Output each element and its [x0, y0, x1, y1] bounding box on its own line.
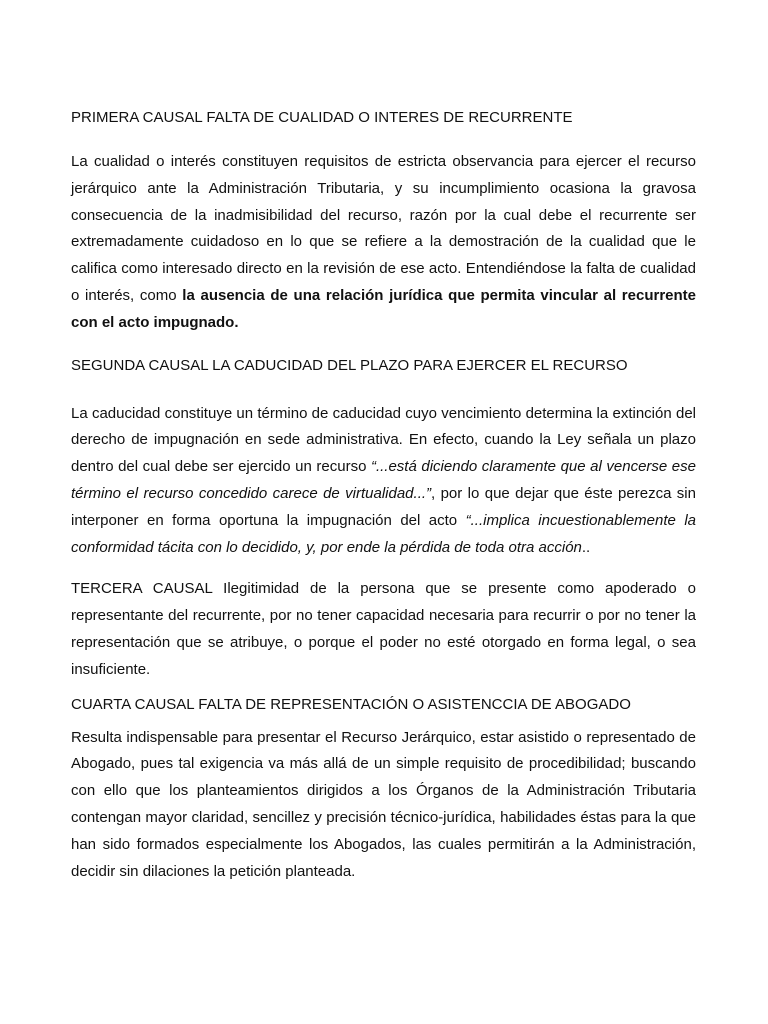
heading-cuarta-causal: CUARTA CAUSAL FALTA DE REPRESENTACIÓN O ASISTENCCIA DE ABOGADO [71, 695, 631, 713]
bold-definition: la ausencia de una relación jurídica que permita vincular al recurrente con el acto impugnado. [71, 286, 696, 331]
paragraph-text: La caducidad constituye un término de caducidad cuyo vencimiento determina la extinción del derecho de impugnación en sede administrativa. En efecto, cuando la Ley señala un plazo dentro del cual debe ser ejercido un recurso [71, 404, 696, 476]
paragraph-text: La cualidad o interés constituyen requisitos de estricta observancia para ejercer el recurso jerárquico ante la Administración Tributaria, y su incumplimiento ocasiona la gravosa consecuencia de la inadmisibilidad del recurso, razón por la cual debe el recurrente ser extremadamente cuidadoso en lo que se refiere a la demostración de la cualidad que le califica como interesado directo en la revisión de ese acto. Entendiéndose la falta de cualidad o interés, como [71, 153, 696, 304]
italic-quote-1: “...está diciendo claramente que al vencerse ese término el recurso concedido carece de virtualidad...” [71, 458, 696, 502]
paragraph-segunda-causal [71, 401, 696, 562]
paragraph-cuarta-causal: Resulta indispensable para presentar el Recurso Jerárquico, estar asistido o representado de Abogado, pues tal exigencia va más allá de un simple requisito de procedibilidad; buscando con ello que los planteamientos dirigidos a los Órganos de la Administración Tributaria contengan mayor claridad, sencillez y precisión técnico-jurídica, habilidades éstas para la que han sido formados especialmente los Abogados, las cuales permitirán a la Administración, decidir sin dilaciones la petición planteada. [71, 728, 696, 880]
italic-quote-2: “...implica incuestionablemente la conformidad tácita con lo decidido, y, por ende la pérdida de toda otra acción [71, 511, 696, 556]
paragraph-tercera-causal: TERCERA CAUSAL Ilegitimidad de la persona que se presente como apoderado o representante del recurrente, por no tener capacidad necesaria para recurrir o por no tener la representación que se atribuye, o porque el poder no esté otorgado en forma legal, o sea insuficiente. [71, 580, 696, 678]
document-page [71, 106, 696, 885]
heading-primera-causal: PRIMERA CAUSAL FALTA DE CUALIDAD O INTERES DE RECURRENTE [71, 109, 573, 126]
paragraph-text: .. [581, 538, 591, 556]
paragraph-primera-causal [71, 149, 696, 337]
paragraph-text: , por lo que dejar que éste perezca sin interponer en forma oportuna la impugnación del acto [71, 484, 696, 529]
heading-segunda-causal: SEGUNDA CAUSAL LA CADUCIDAD DEL PLAZO PARA EJERCER EL RECURSO [71, 356, 628, 374]
